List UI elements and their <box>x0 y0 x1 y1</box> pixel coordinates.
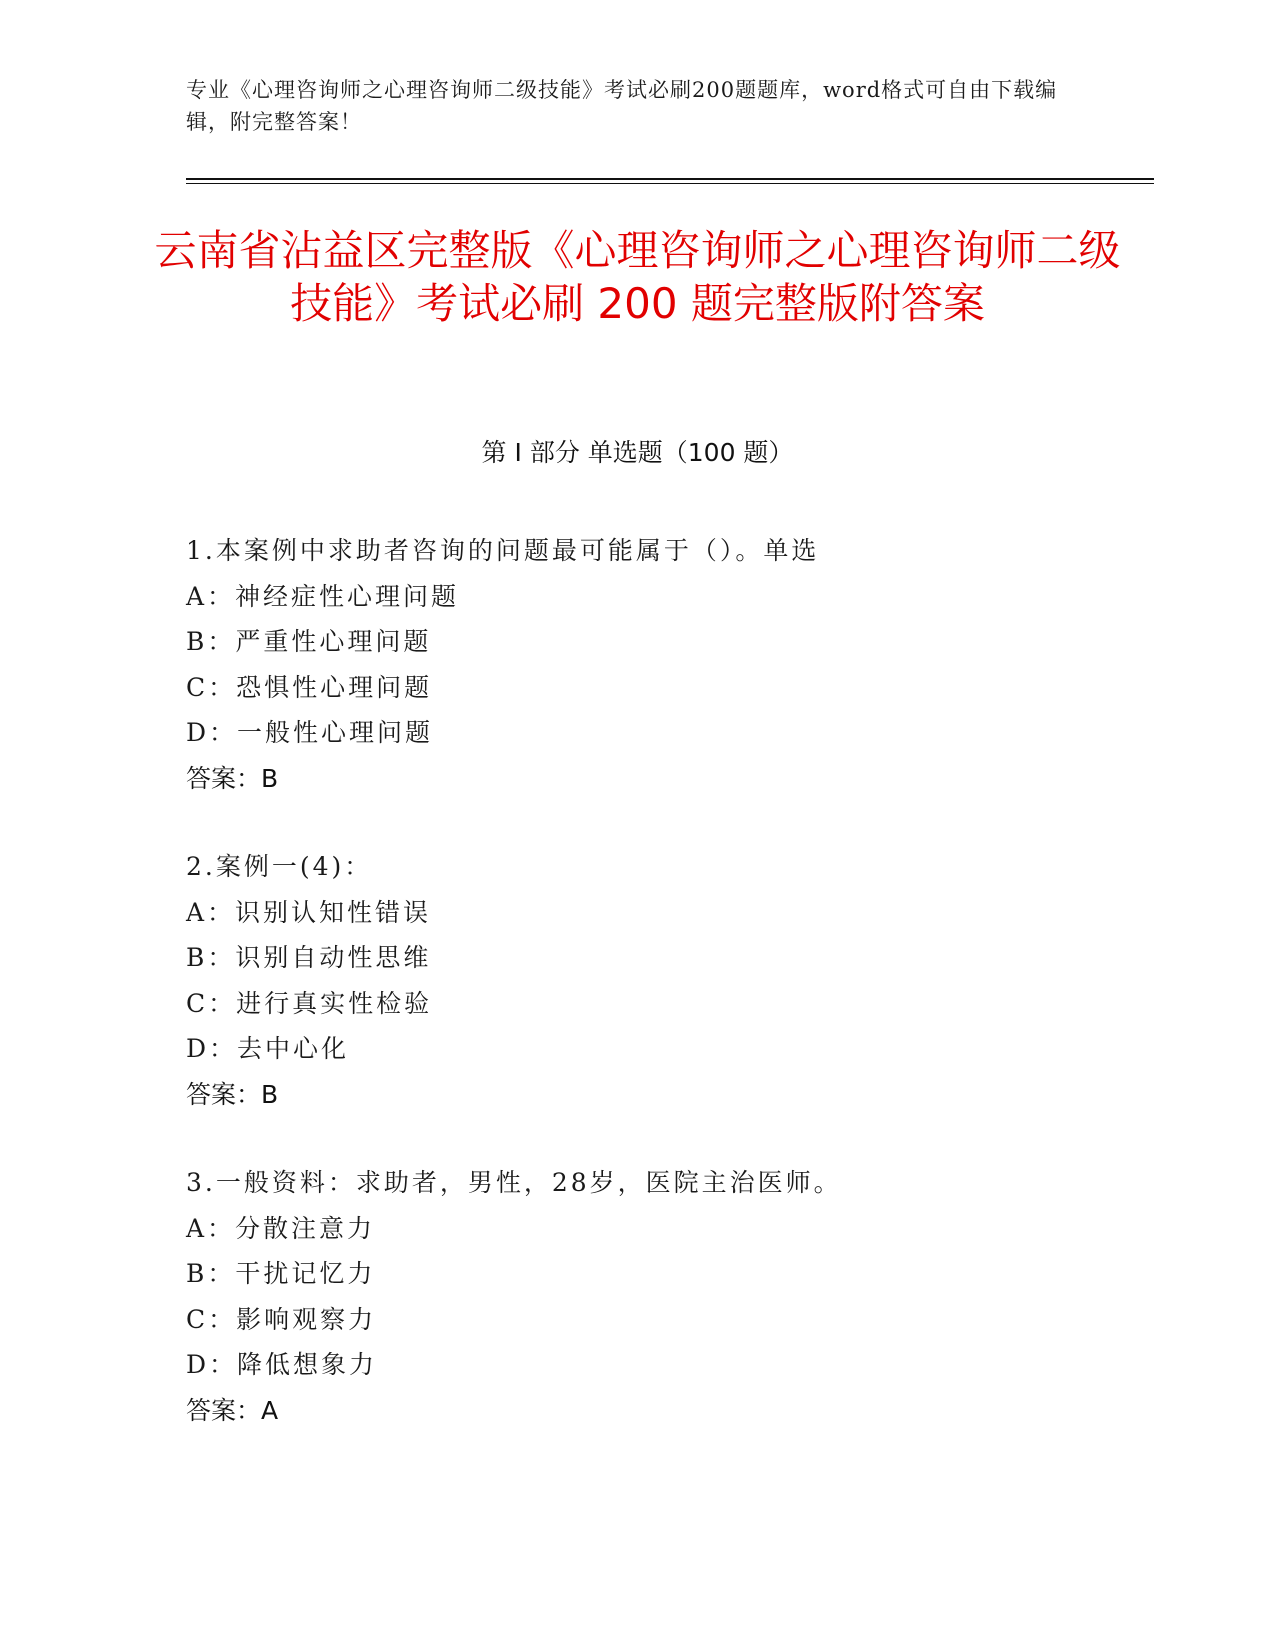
option-b: B：干扰记忆力 <box>186 1259 376 1288</box>
option-b: B：识别自动性思维 <box>186 943 432 972</box>
question-stem: 1.本案例中求助者咨询的问题最可能属于（）。单选 <box>186 536 820 565</box>
header-divider-thin <box>186 183 1154 184</box>
header-divider-thick <box>186 178 1154 180</box>
option-a: A：识别认知性错误 <box>186 897 432 927</box>
question-2 <box>186 844 1136 1117</box>
question-3 <box>186 1160 1136 1433</box>
answer: 答案：B <box>186 763 279 793</box>
question-stem: 3.一般资料：求助者，男性，28岁，医院主治医师。 <box>186 1168 842 1197</box>
question-list <box>186 528 1136 1476</box>
question-1 <box>186 528 1136 801</box>
question-stem: 2.案例一(4)： <box>186 852 373 881</box>
option-a: A：神经症性心理问题 <box>186 581 460 611</box>
option-d: D：降低想象力 <box>186 1350 378 1379</box>
option-a: A：分散注意力 <box>186 1213 376 1243</box>
option-c: C：进行真实性检验 <box>186 988 433 1018</box>
option-b: B：严重性心理问题 <box>186 627 432 656</box>
header-note: 专业《心理咨询师之心理咨询师二级技能》考试必刷200题题库，word格式可自由下载编辑，附完整答案！ <box>186 78 1058 134</box>
section-title: 第 I 部分 单选题（100 题） <box>481 438 794 467</box>
document-title: 云南省沾益区完整版《心理咨询师之心理咨询师二级技能》考试必刷 200 题完整版附答案 <box>154 226 1121 328</box>
option-d: D：一般性心理问题 <box>186 718 434 747</box>
option-c: C：恐惧性心理问题 <box>186 672 433 702</box>
answer: 答案：A <box>186 1395 279 1425</box>
option-d: D：去中心化 <box>186 1034 350 1063</box>
answer: 答案：B <box>186 1079 279 1109</box>
option-c: C：影响观察力 <box>186 1304 377 1334</box>
